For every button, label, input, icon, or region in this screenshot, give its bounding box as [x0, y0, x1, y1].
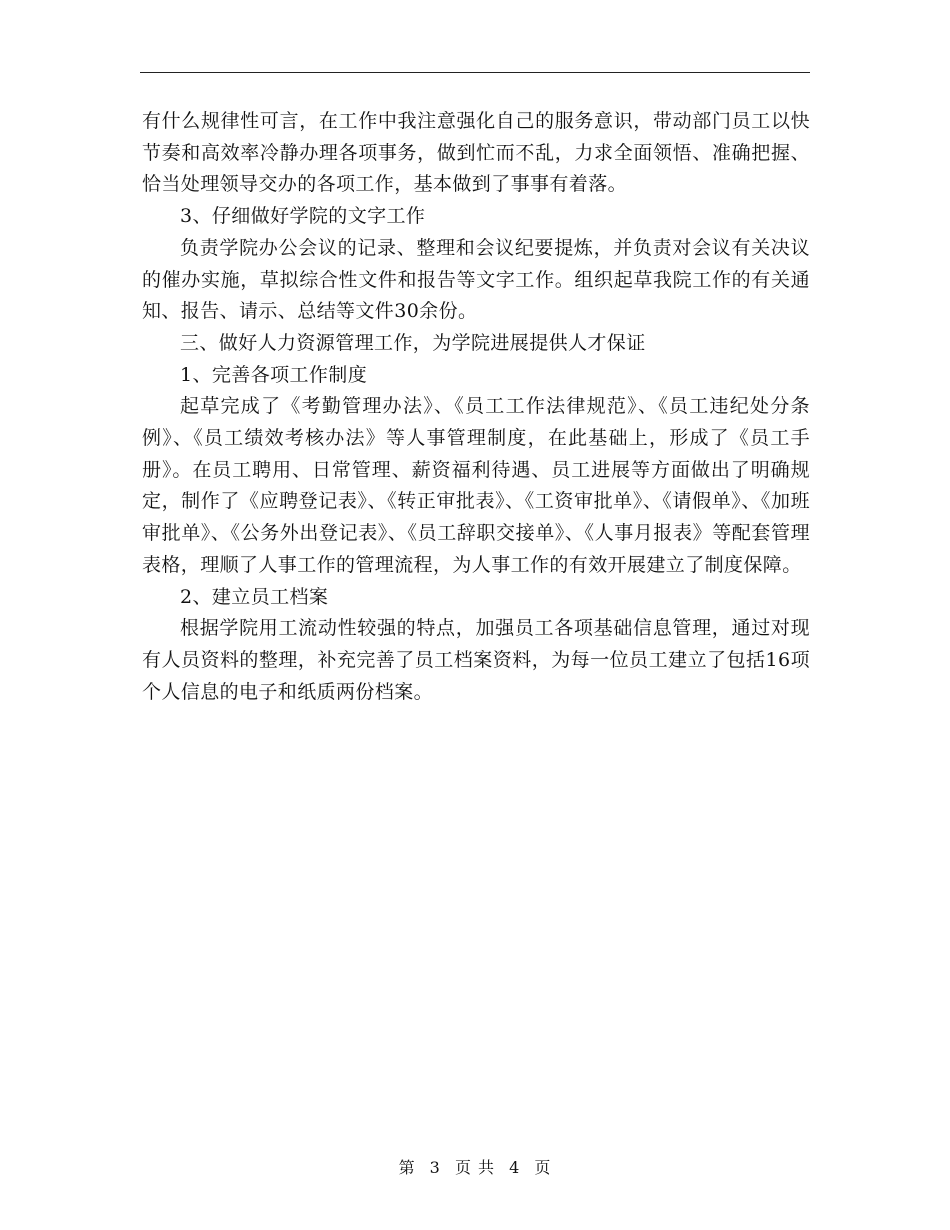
paragraph: 起草完成了《考勤管理办法》、《员工工作法律规范》、《员工违纪处分条例》、《员工绩效考核办法》等人事管理制度，在此基础上，形成了《员工手册》。在员工聘用、日常管理、薪资福利待遇、员工进展等方面做出了明确规定，制作了《应聘登记表》、《转正审批表》、《工资审批单》、《请假单》、《加班审批单》、《公务外出登记表》、《员工辞职交接单》、《人事月报表》等配套管理表格，理顺了人事工作的管理流程，为人事工作的有效开展建立了制度保障。 — [142, 395, 810, 576]
current-page-number: 3 — [429, 1158, 441, 1177]
page-label-suffix: 页 — [534, 1158, 552, 1177]
page-label-prefix: 第 — [398, 1158, 416, 1177]
paragraph: 负责学院办公会议的记录、整理和会议纪要提炼，并负责对会议有关决议的催办实施，草拟综合性文件和报告等文字工作。组织起草我院工作的有关通知、报告、请示、总结等文件30余份。 — [142, 236, 810, 323]
section-heading: 1、完善各项工作制度 — [180, 363, 368, 386]
page-footer — [0, 1155, 950, 1178]
paragraph: 有什么规律性可言，在工作中我注意强化自己的服务意识，带动部门员工以快节奏和高效率冷静办理各项事务，做到忙而不乱，力求全面领悟、准确把握、恰当处理领导交办的各项工作，基本做到了事事有着落。 — [142, 110, 810, 196]
total-pages-number: 4 — [509, 1158, 521, 1177]
section-heading: 2、建立员工档案 — [180, 585, 329, 608]
page-label-mid: 页 共 — [454, 1158, 496, 1177]
section-heading: 3、仔细做好学院的文字工作 — [180, 205, 426, 228]
header-rule — [140, 72, 810, 73]
paragraph: 根据学院用工流动性较强的特点，加强员工各项基础信息管理，通过对现有人员资料的整理，补充完善了员工档案资料，为每一位员工建立了包括16项个人信息的电子和纸质两份档案。 — [142, 617, 810, 703]
document-body — [142, 106, 810, 708]
section-heading: 三、做好人力资源管理工作，为学院进展提供人才保证 — [180, 331, 646, 354]
